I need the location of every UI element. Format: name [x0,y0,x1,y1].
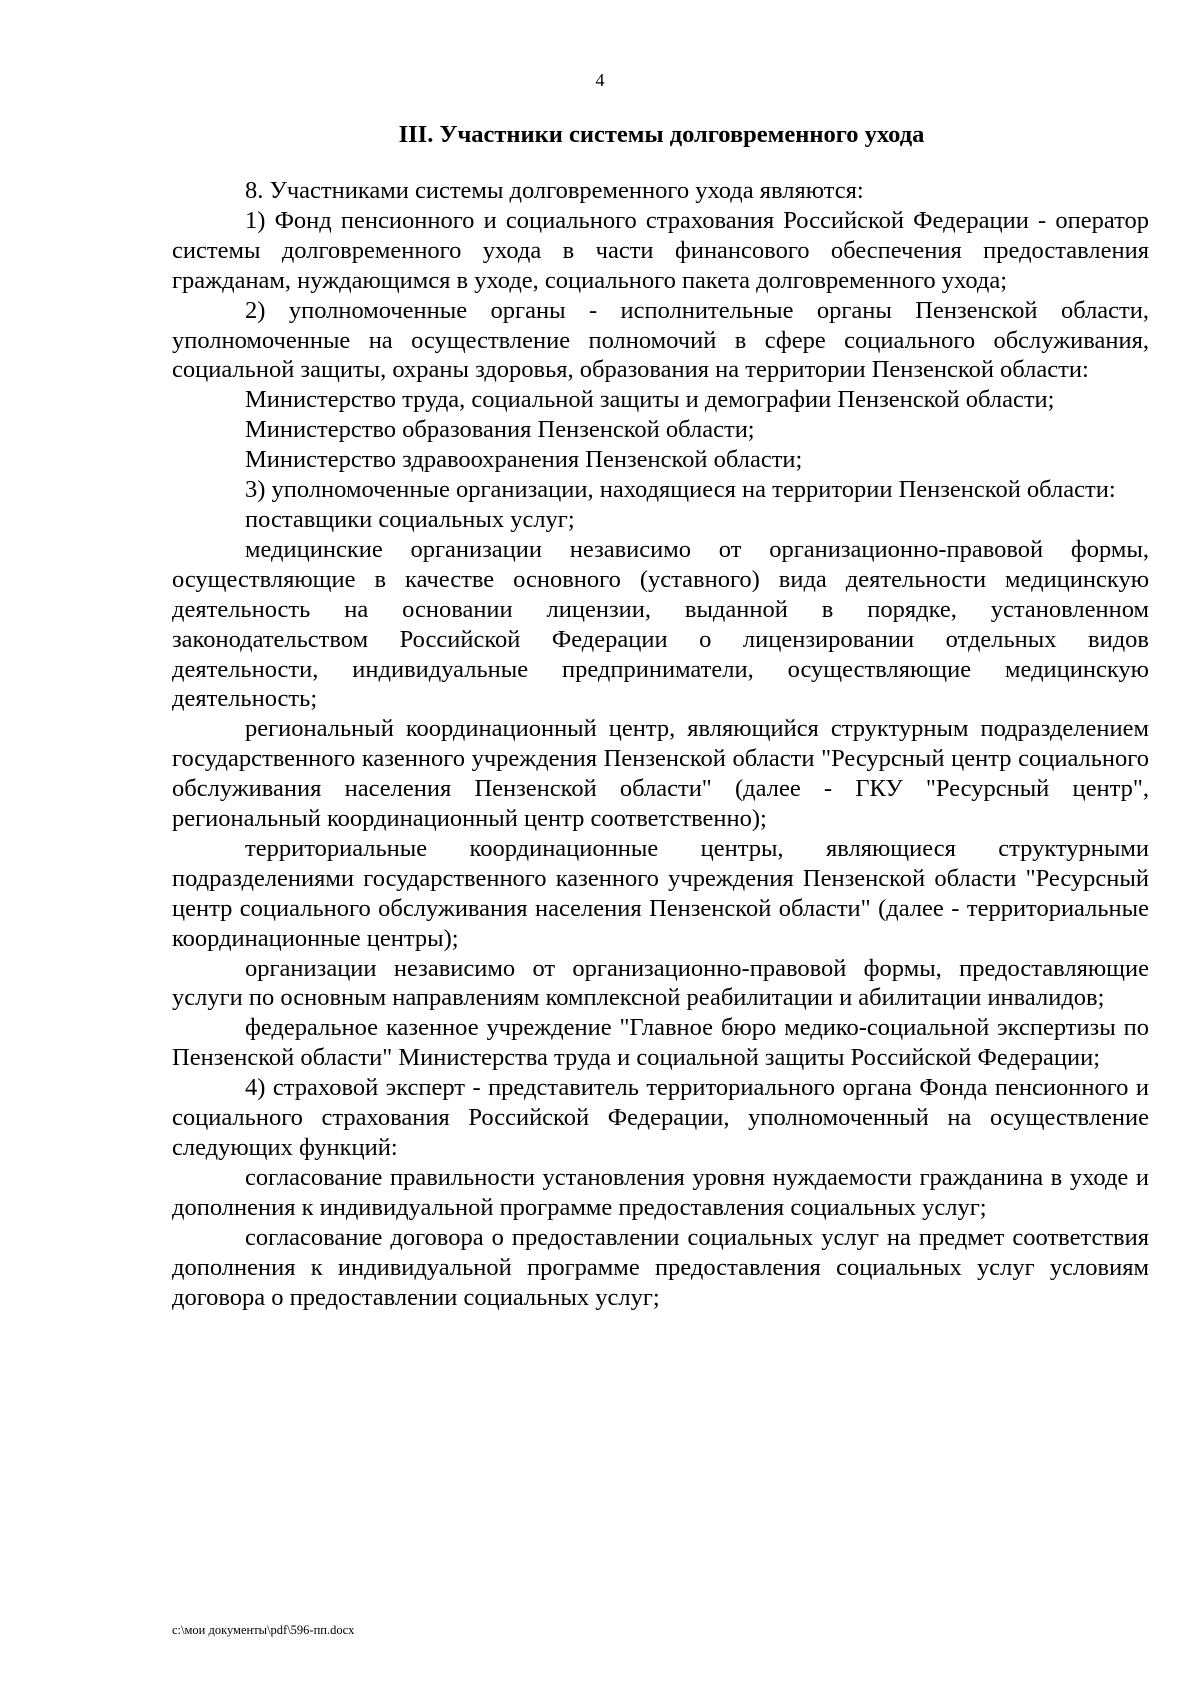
paragraph-item-2-authorities: 2) уполномоченные органы - исполнительные органы Пензенской области, уполномоченные на осуществление полномочий в сфере социального обслуживания, социальной защиты, охраны здоровья, образования на территории Пензенской области: [172,296,1149,384]
paragraph-item-4-insurance-expert: 4) страховой эксперт - представитель территориального органа Фонда пенсионного и социального страхования Российской Федерации, уполномоченный на осуществление следующих функций: [172,1074,1149,1161]
paragraph-territorial-centers: территориальные координационные центры, являющиеся структурными подразделениями государственного казенного учреждения Пензенской области "Ресурсный центр социального обслуживания населения Пензенской области" (далее - территориальные координационные центры); [172,834,1149,952]
paragraph-item-1-fund: 1) Фонд пенсионного и социального страхования Российской Федерации - оператор системы долговременного ухода в части финансового обеспечения предоставления гражданам, нуждающимся в уходе, социального пакета долговременного ухода; [172,206,1149,294]
paragraph-participants-intro: 8. Участниками системы долговременного ухода являются: [245,177,864,204]
paragraph-ministry-health: Министерство здравоохранения Пензенской области; [245,446,803,474]
paragraph-function-need-level: согласование правильности установления уровня нуждаемости гражданина в уходе и дополнения к индивидуальной программе предоставления социальных услуг; [172,1163,1149,1221]
paragraph-function-contract: согласование договора о предоставлении социальных услуг на предмет соответствия дополнения к индивидуальной программе предоставления социальных услуг условиям договора о предоставлении социальных услуг; [172,1223,1149,1311]
paragraph-medical-organizations: медицинские организации независимо от организационно-правовой формы, осуществляющие в качестве основного (уставного) вида деятельности медицинскую деятельность на основании лицензии, выданной в порядке, установленном законодательством Российской Федерации о лицензировании отдельных видов деятельности, индивидуальные предприниматели, осуществляющие медицинскую деятельность; [172,535,1149,713]
paragraph-service-providers: поставщики социальных услуг; [245,505,575,533]
section-heading: III. Участники системы долговременного ухода [398,121,925,148]
paragraph-item-3-organizations: 3) уполномоченные организации, находящиеся на территории Пензенской области: [245,476,1116,504]
paragraph-expertise-bureau: федеральное казенное учреждение "Главное бюро медико-социальной экспертизы по Пензенской области" Министерства труда и социальной защиты Российской Федерации; [172,1014,1149,1072]
paragraph-ministry-labor: Министерство труда, социальной защиты и демографии Пензенской области; [245,386,1055,414]
footer-file-path: c:\мои документы\pdf\596-пп.docx [172,1623,355,1637]
paragraph-regional-center: региональный координационный центр, являющийся структурным подразделением государственного казенного учреждения Пензенской области "Ресурсный центр социального обслуживания населения Пензенской области" (далее - ГКУ "Ресурсный центр", региональный координационный центр соответственно); [172,715,1149,833]
document-body [172,176,1149,1312]
paragraph-rehabilitation-organizations: организации независимо от организационно-правовой формы, предоставляющие услуги по основным направлениям комплексной реабилитации и абилитации инвалидов; [172,954,1149,1012]
paragraph-ministry-education: Министерство образования Пензенской области; [245,416,755,444]
page-number: 4 [595,70,605,90]
